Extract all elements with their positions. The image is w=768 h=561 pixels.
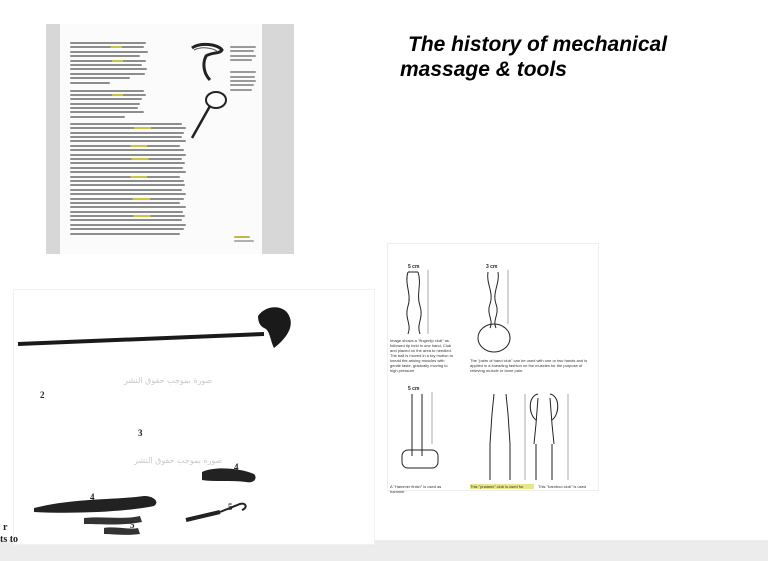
- tool-number-label: 4: [234, 462, 239, 472]
- book-page-footer: [234, 236, 256, 245]
- tool-right-bar: [202, 468, 256, 482]
- watermark-caption: صورة بموجب حقوق النشر: [134, 456, 223, 465]
- tool-number-label: 3: [138, 428, 143, 438]
- bent-tool-figure: [188, 40, 228, 84]
- tools-photo: [14, 290, 374, 544]
- title-line-2: massage & tools: [400, 58, 567, 81]
- book-page: [60, 24, 262, 254]
- caption-hammer: A "Hammer finish" is used as hammer: [390, 484, 442, 494]
- tools-drawing: [14, 290, 374, 544]
- clipped-text: ts to: [0, 534, 19, 545]
- caption-fingertip-club: Image shows a "fingertip club" as followed tip held in one hand, Club and placed on the area to needled. The ball is moved in a toy motion to knead the arising muscles with gentle taste, gradually moving to high pressure: [390, 338, 453, 373]
- book-side-notes: [230, 46, 258, 93]
- book-main-text: [70, 42, 188, 237]
- tool-number-label: 5: [228, 502, 233, 512]
- dimension-label: 5 cm: [408, 264, 420, 270]
- massage-tools-diagram-sheet: [388, 244, 598, 494]
- tool-hook-handle: [186, 512, 220, 520]
- tool-number-label: 5: [130, 520, 135, 530]
- caption-palm-club: The "palm of hand club" can be used with one or two hands and is applied in a kneading fashion on the muscles for the purpose of relieving muscle or bone pain.: [470, 358, 588, 373]
- tool-curved-bar: [34, 496, 156, 513]
- caption-bamboo: This "bamboo club" is used: [538, 484, 587, 489]
- rod-head: [258, 307, 291, 348]
- clipped-text: r: [3, 522, 8, 533]
- title-line-1: The history of mechanical: [408, 33, 668, 56]
- book-scan-image: [46, 24, 294, 254]
- slide-title: [400, 32, 730, 82]
- dimension-label: 5 cm: [408, 386, 420, 392]
- tool-number-label: 4: [90, 492, 95, 502]
- long-rod: [18, 334, 264, 344]
- tool-number-label: 2: [40, 390, 45, 400]
- caption-phalanx: This "phalanx" club is used for: [470, 484, 534, 489]
- spoon-tool-figure: [186, 88, 230, 144]
- watermark-caption: صورة بموجب حقوق النشر: [124, 376, 213, 385]
- dimension-label: 3 cm: [486, 264, 498, 270]
